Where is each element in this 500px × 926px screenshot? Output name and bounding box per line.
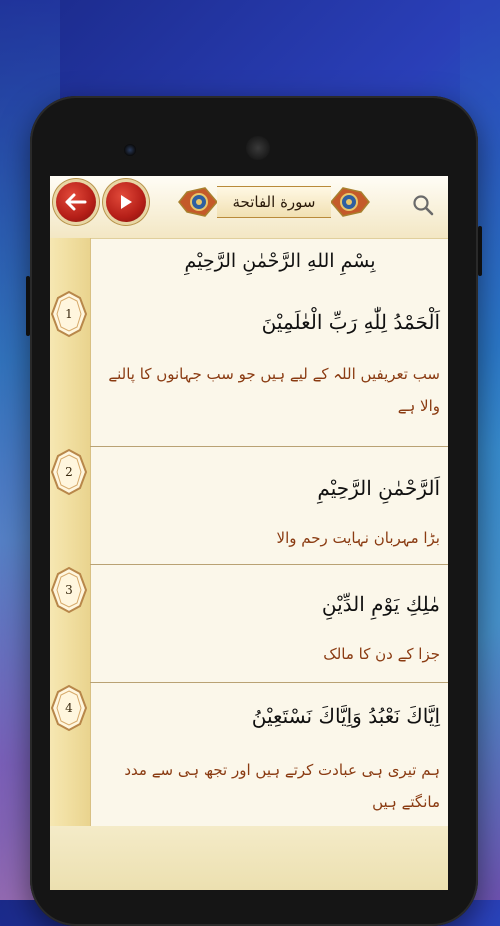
power-button	[478, 226, 482, 276]
verse-arabic: اَلْحَمْدُ لِلّٰهِ رَبِّ الْعٰلَمِيْنَ	[261, 310, 440, 334]
arrow-left-icon	[64, 192, 88, 212]
play-icon	[119, 194, 133, 210]
verse-item[interactable]	[65, 682, 448, 826]
top-bar	[50, 176, 448, 239]
verse-item[interactable]	[65, 564, 448, 683]
verse-number-badge	[50, 448, 88, 496]
verse-number: 4	[65, 701, 73, 715]
play-button[interactable]	[106, 182, 146, 222]
back-button[interactable]	[56, 182, 96, 222]
verse-translation: جزا کے دن کا مالک	[323, 645, 440, 663]
page-title: سورة الفاتحة	[217, 186, 332, 218]
app-screen	[50, 176, 448, 890]
verse-list[interactable]	[65, 238, 448, 826]
bottom-bar	[50, 826, 448, 890]
search-icon	[412, 194, 434, 216]
front-camera	[124, 144, 136, 156]
verse-arabic: مٰلِكِ يَوْمِ الدِّيْنِ	[321, 592, 440, 616]
verse-translation: سب تعریفیں اللہ کے لیے ہیں جو سب جہانوں کا پالنے والا ہے	[108, 365, 440, 415]
verse-item[interactable]	[65, 446, 448, 565]
verse-translation: ہم تیری ہی عبادت کرتے ہیں اور تجھ ہی سے مدد مانگتے ہیں	[124, 761, 440, 811]
verse-number-badge	[50, 566, 88, 614]
verse-number-badge	[50, 684, 88, 732]
surah-title-banner	[172, 180, 376, 224]
verse-number: 3	[65, 583, 73, 597]
verse-number: 1	[65, 307, 73, 321]
ornament-right-icon	[331, 182, 371, 222]
earpiece-speaker	[246, 136, 270, 160]
verse-arabic: اَلرَّحْمٰنِ الرَّحِيْمِ	[317, 476, 440, 500]
verse-number-badge	[50, 290, 88, 338]
search-button[interactable]	[412, 194, 434, 216]
verse-number: 2	[65, 465, 73, 479]
verse-item[interactable]	[65, 286, 448, 447]
verse-arabic: اِيَّاكَ نَعْبُدُ وَاِيَّاكَ نَسْتَعِيْنُ	[251, 704, 440, 728]
volume-button	[26, 276, 30, 336]
verse-translation: بڑا مہربان نہایت رحم والا	[276, 529, 440, 547]
bismillah: بِسْمِ اللهِ الرَّحْمٰنِ الرَّحِيْمِ	[184, 250, 376, 272]
ornament-left-icon	[177, 182, 217, 222]
